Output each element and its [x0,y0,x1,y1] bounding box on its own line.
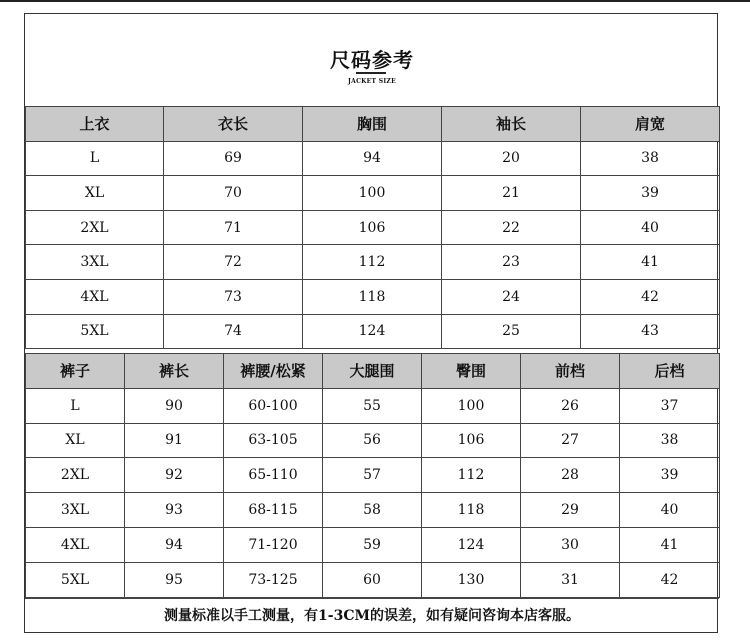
jacket-column-header: 上衣 [26,107,164,142]
table-row [26,423,720,458]
jacket-size-label: 5XL [26,314,164,349]
jacket-measurement-cell: 70 [164,176,303,211]
pants-measurement-cell: 59 [323,527,422,562]
pants-measurement-cell: 130 [422,562,521,597]
jacket-measurement-cell: 22 [442,210,581,245]
pants-size-label: L [26,388,125,423]
table-row [26,458,720,493]
jacket-measurement-cell: 94 [303,141,442,176]
pants-measurement-cell: 37 [620,388,720,423]
chart-title: 尺码参考 [330,48,414,72]
table-row [26,279,720,314]
pants-size-label: 5XL [26,562,125,597]
jacket-measurement-cell: 20 [442,141,581,176]
jacket-size-label: 3XL [26,245,164,280]
pants-measurement-cell: 63-105 [224,423,323,458]
pants-measurement-cell: 100 [422,388,521,423]
pants-measurement-cell: 41 [620,527,720,562]
jacket-size-label: 4XL [26,279,164,314]
pants-measurement-cell: 28 [521,458,620,493]
table-row [26,314,720,349]
jacket-size-label: 2XL [26,210,164,245]
pants-size-label: 4XL [26,527,125,562]
jacket-measurement-cell: 40 [581,210,720,245]
jacket-size-table [25,106,720,349]
pants-column-header: 臀围 [422,354,521,389]
jacket-measurement-cell: 100 [303,176,442,211]
jacket-column-header: 肩宽 [581,107,720,142]
pants-measurement-cell: 60-100 [224,388,323,423]
pants-measurement-cell: 30 [521,527,620,562]
jacket-column-header: 袖长 [442,107,581,142]
pants-measurement-cell: 38 [620,423,720,458]
pants-measurement-cell: 55 [323,388,422,423]
pants-measurement-cell: 56 [323,423,422,458]
pants-column-header: 裤腰/松紧 [224,354,323,389]
pants-measurement-cell: 95 [125,562,224,597]
jacket-size-label: XL [26,176,164,211]
pants-measurement-cell: 68-115 [224,493,323,528]
jacket-size-label: L [26,141,164,176]
pants-size-table [25,353,720,598]
pants-size-label: 2XL [26,458,125,493]
pants-measurement-cell: 71-120 [224,527,323,562]
pants-measurement-cell: 39 [620,458,720,493]
pants-column-header: 裤子 [26,354,125,389]
pants-measurement-cell: 42 [620,562,720,597]
jacket-header-row [26,107,720,142]
size-chart [24,13,718,633]
table-row [26,562,720,597]
pants-measurement-cell: 31 [521,562,620,597]
pants-column-header: 大腿围 [323,354,422,389]
jacket-measurement-cell: 23 [442,245,581,280]
jacket-measurement-cell: 41 [581,245,720,280]
pants-measurement-cell: 65-110 [224,458,323,493]
table-row [26,210,720,245]
pants-measurement-cell: 73-125 [224,562,323,597]
pants-header-row [26,354,720,389]
title-divider [356,72,386,74]
table-row [26,527,720,562]
pants-measurement-cell: 29 [521,493,620,528]
table-row [26,141,720,176]
pants-measurement-cell: 91 [125,423,224,458]
jacket-measurement-cell: 43 [581,314,720,349]
pants-measurement-cell: 118 [422,493,521,528]
jacket-measurement-cell: 25 [442,314,581,349]
pants-size-label: XL [26,423,125,458]
pants-measurement-cell: 92 [125,458,224,493]
pants-column-header: 裤长 [125,354,224,389]
pants-measurement-cell: 40 [620,493,720,528]
jacket-measurement-cell: 38 [581,141,720,176]
jacket-measurement-cell: 69 [164,141,303,176]
chart-subtitle: JACKET SIZE [347,78,396,85]
jacket-measurement-cell: 39 [581,176,720,211]
pants-measurement-cell: 90 [125,388,224,423]
top-border-line [0,0,750,2]
pants-measurement-cell: 60 [323,562,422,597]
pants-measurement-cell: 94 [125,527,224,562]
pants-measurement-cell: 27 [521,423,620,458]
pants-measurement-cell: 106 [422,423,521,458]
jacket-measurement-cell: 124 [303,314,442,349]
pants-measurement-cell: 57 [323,458,422,493]
jacket-measurement-cell: 72 [164,245,303,280]
jacket-measurement-cell: 24 [442,279,581,314]
pants-measurement-cell: 112 [422,458,521,493]
table-row [26,493,720,528]
pants-size-label: 3XL [26,493,125,528]
table-row [26,176,720,211]
jacket-measurement-cell: 73 [164,279,303,314]
table-row [26,388,720,423]
jacket-measurement-cell: 71 [164,210,303,245]
pants-measurement-cell: 26 [521,388,620,423]
jacket-measurement-cell: 74 [164,314,303,349]
pants-measurement-cell: 58 [323,493,422,528]
jacket-column-header: 衣长 [164,107,303,142]
jacket-measurement-cell: 106 [303,210,442,245]
jacket-measurement-cell: 118 [303,279,442,314]
jacket-measurement-cell: 112 [303,245,442,280]
table-row [26,245,720,280]
measurement-note: 测量标准以手工测量，有1-3CM的误差，如有疑问咨询本店客服。 [25,598,719,633]
jacket-measurement-cell: 21 [442,176,581,211]
pants-column-header: 前档 [521,354,620,389]
pants-measurement-cell: 124 [422,527,521,562]
jacket-column-header: 胸围 [303,107,442,142]
jacket-measurement-cell: 42 [581,279,720,314]
pants-column-header: 后档 [620,354,720,389]
pants-measurement-cell: 93 [125,493,224,528]
